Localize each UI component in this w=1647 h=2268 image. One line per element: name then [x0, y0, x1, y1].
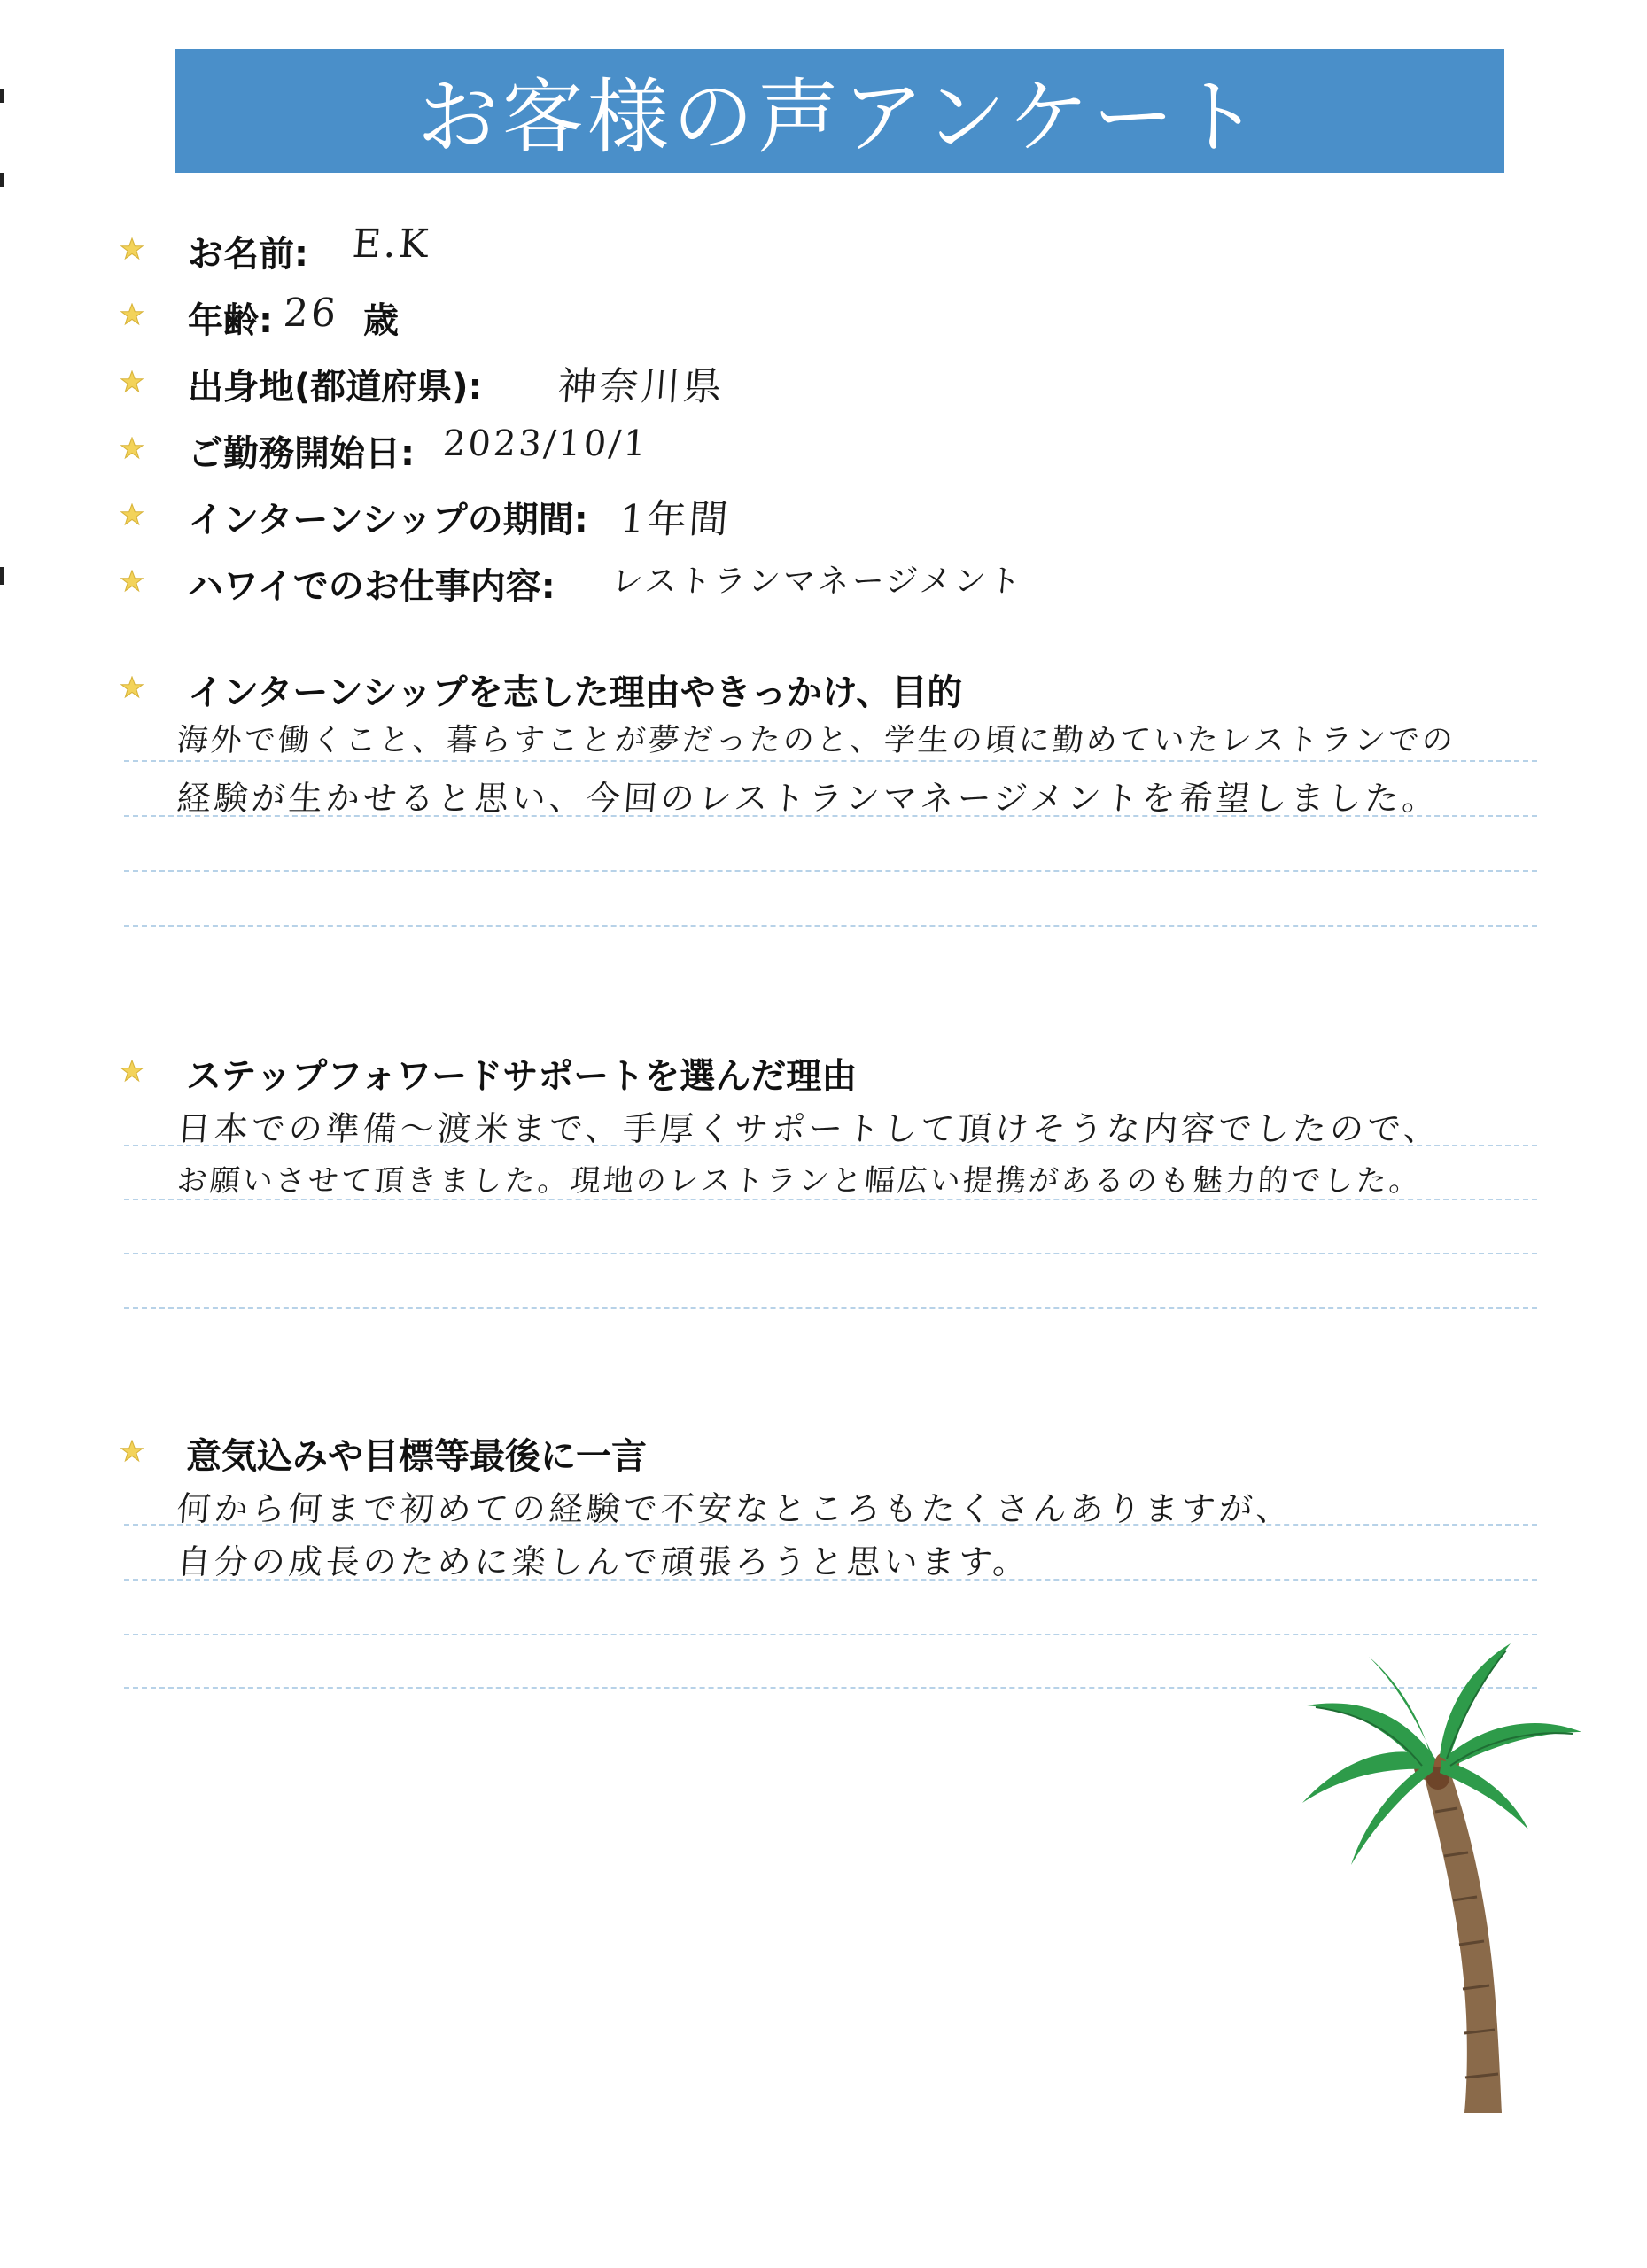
- name-label: お名前:: [188, 234, 308, 275]
- ruled-line: [124, 1145, 1537, 1146]
- ruled-line: [124, 815, 1537, 817]
- star-icon: [120, 437, 144, 460]
- age-suffix: 歳: [363, 300, 399, 341]
- hometown-label: 出身地(都道府県):: [188, 367, 483, 408]
- section-title-reason: ステップフォワードサポートを選んだ理由: [186, 1056, 858, 1097]
- ruled-line: [124, 1307, 1537, 1309]
- star-icon: [120, 370, 144, 393]
- ruled-line: [124, 1199, 1537, 1200]
- age-value: 26: [282, 291, 340, 336]
- scan-mark: [0, 567, 4, 585]
- start-date-value: 2023/10/1: [441, 423, 650, 464]
- star-icon: [120, 1440, 144, 1463]
- message-line-1: 何から何まで初めての経験で不安なところもたくさんありますが、: [175, 1489, 1295, 1528]
- job-description-value: レストランマネージメント: [610, 563, 1025, 600]
- star-icon: [120, 570, 144, 593]
- ruled-line: [124, 1524, 1537, 1526]
- star-icon: [120, 1060, 144, 1083]
- title-banner: [175, 49, 1504, 173]
- ruled-line: [124, 1579, 1537, 1581]
- message-line-2: 自分の成長のために楽しんで頑張ろうと思います。: [175, 1542, 1032, 1581]
- section-title-motivation: インターンシップを志した理由やきっかけ、目的: [188, 672, 963, 713]
- hometown-value: 神奈川県: [555, 364, 726, 409]
- internship-period-value: 1年間: [618, 497, 733, 542]
- star-icon: [120, 503, 144, 526]
- job-description-label: ハワイでのお仕事内容:: [188, 566, 555, 607]
- ruled-line: [124, 1253, 1537, 1254]
- ruled-line: [124, 870, 1537, 872]
- ruled-line: [124, 760, 1537, 762]
- section-title-message: 意気込みや目標等最後に一言: [186, 1436, 647, 1477]
- name-value: E.K: [351, 221, 432, 267]
- motivation-line-2: 経験が生かせると思い、今回のレストランマネージメントを希望しました。: [175, 779, 1441, 818]
- ruled-line: [124, 925, 1537, 927]
- age-label: 年齢:: [188, 300, 273, 341]
- scan-mark: [0, 173, 4, 187]
- reason-line-2: お願いさせて頂きました。現地のレストランと幅広い提携があるのも魅力的でした。: [175, 1163, 1424, 1199]
- star-icon: [120, 237, 144, 260]
- scan-mark: [0, 89, 4, 103]
- reason-line-1: 日本での準備〜渡米まで、手厚くサポートして頂けそうな内容でしたので、: [175, 1109, 1442, 1148]
- internship-period-label: インターンシップの期間:: [188, 500, 588, 540]
- page-title: お客様の声アンケート: [416, 70, 1263, 165]
- motivation-line-1: 海外で働くこと、暮らすことが夢だったのと、学生の頃に勤めていたレストランでの: [175, 723, 1457, 758]
- star-icon: [120, 303, 144, 326]
- star-icon: [120, 676, 144, 699]
- start-date-label: ご勤務開始日:: [188, 433, 415, 474]
- palm-tree-icon: [1289, 1635, 1590, 2113]
